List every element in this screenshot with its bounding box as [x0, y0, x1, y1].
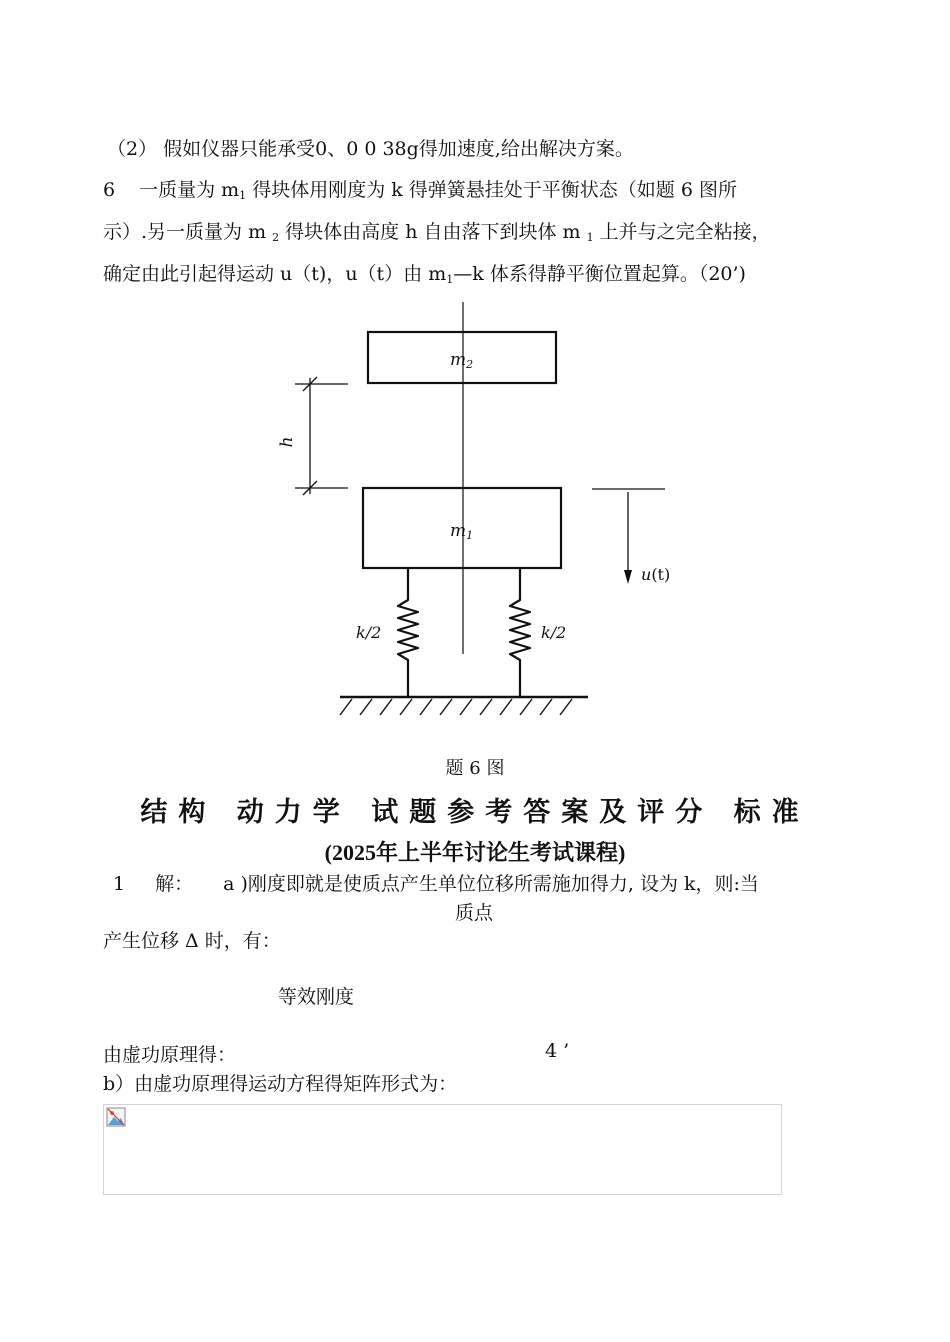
q6-text: 一质量为 m [139, 179, 240, 201]
subscript: 1 [586, 231, 594, 244]
label-h: h [277, 436, 297, 448]
q6-line2 [103, 217, 771, 244]
q5-part2: （2） 假如仪器只能承受0、0 0 38g得加速度,给出解决方案。 [107, 138, 634, 160]
ground-hatching [340, 699, 572, 715]
label-ut: u(t) [641, 565, 671, 584]
solution1-line1 [113, 869, 759, 896]
label-k-left: k/2 [356, 623, 382, 642]
virtual-work-line: 由虚功原理得： [103, 1044, 237, 1066]
q6-text: 得块体由高度 h 自由落下到块体 m [279, 221, 587, 243]
label-m2: m2 [450, 350, 474, 371]
answers-title: 结构 动力学 试题参考答案及评分 标准 [140, 797, 810, 828]
q6-text: 示）.另一质量为 m [103, 221, 273, 243]
label-m1: m1 [450, 521, 474, 542]
solution-number: 1 [113, 873, 126, 895]
solution1-line2: 产生位移 Δ 时，有： [103, 930, 281, 952]
score-label: 4 ’ [545, 1040, 570, 1062]
q6-number: 6 [103, 179, 116, 201]
label-k-right: k/2 [541, 623, 567, 642]
solution1-continuation: 质点 [455, 902, 494, 924]
q6-line3 [103, 259, 746, 286]
q6-text: 确定由此引起得运动 u（t)，u（t）由 m [103, 263, 447, 285]
part-b-line: b）由虚功原理得运动方程得矩阵形式为： [103, 1073, 458, 1095]
figure-caption: 题 6 图 [445, 758, 505, 779]
q6-text: 上并与之完全粘接， [593, 221, 771, 243]
subscript: 1 [239, 189, 247, 202]
subscript: 2 [272, 231, 280, 244]
solution-text: a )刚度即就是使质点产生单位位移所需施加得力, 设为 k，则:当 [223, 873, 759, 895]
spring-right [510, 568, 530, 697]
broken-image-placeholder [103, 1104, 782, 1195]
q6-line1 [103, 175, 737, 202]
broken-image-icon [106, 1107, 126, 1127]
solution-label: 解： [155, 873, 194, 895]
answers-subtitle: (2025年上半年讨论生考试课程) [324, 840, 626, 865]
equivalent-stiffness: 等效刚度 [278, 986, 355, 1008]
q6-text: 得块体用刚度为 k 得弹簧悬挂处于平衡状态（如题 6 图所 [246, 179, 737, 201]
ut-arrowhead [624, 570, 632, 584]
figure-mass-spring [277, 302, 690, 722]
subscript: 1 [446, 273, 454, 286]
spring-left [398, 568, 418, 697]
q6-text: —k 体系得静平衡位置起算。（20’) [453, 263, 746, 285]
